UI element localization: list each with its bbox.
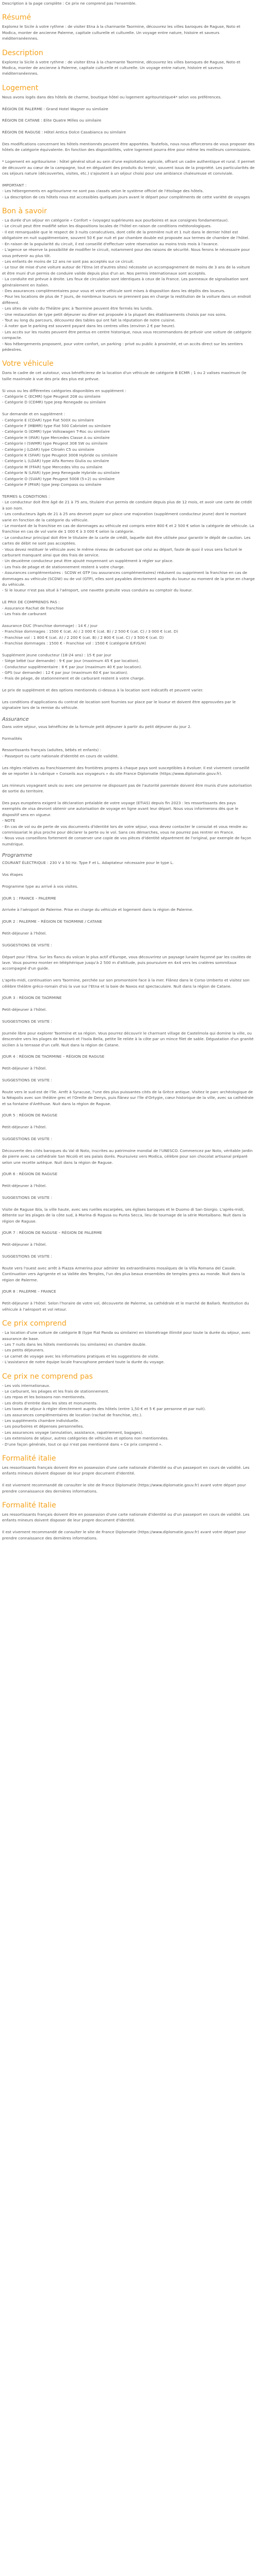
section-body (2, 1512, 255, 1541)
section-body (2, 724, 255, 847)
paragraph: - NOTE (2, 818, 15, 823)
paragraph: Petit-déjeuner à l'hôtel. (2, 931, 47, 936)
paragraph: RÉGION DE RAGUSE : Hôtel Antica Dolce Casabianca ou similaire (2, 130, 126, 135)
section-prix-ne-comprend (2, 1372, 255, 1447)
paragraph: - Les suppléments chambre individuelle. (2, 1418, 79, 1423)
paragraph: * Logement en agritourisme : hôtel général situé au sein d'une exploitation agricole, offrant un cadre authentique et rural. Il permet de découvrir au cœur de la campagne, tout en dégustant des produits du terroir, souvent issus de la propriété. Les particularités de ces séjours nature (découvertes, visites, etc.) s'ajoutent à un séjour choisi pour une ambiance chaleureuse et conviviale. (2, 159, 255, 176)
paragraph: SUGGESTIONS DE VISITE : (2, 1195, 52, 1200)
paragraph: JOUR 8 : PALERME – FRANCE (2, 1289, 56, 1294)
paragraph: JOUR 7 : RÉGION DE RAGUSE – RÉGION DE PALERME (2, 1230, 102, 1235)
paragraph: - Il est remarquable que le respect de 3 nuits consécutives, dont celle de la première nuit et 1 nuit dans le dernier hôtel est obligatoire en nuit supplémentaire, souvent 50 € par nuit et par chambre double est proposée aux termes de chambre de l'hôtel. (2, 229, 250, 241)
paragraph: IMPORTANT : (2, 182, 27, 188)
section-title-description: Description (2, 48, 43, 57)
paragraph: TERMES & CONDITIONS : (2, 494, 50, 499)
paragraph: - Les vols internationaux. (2, 1383, 51, 1388)
paragraph: - Siège bébé (sur demande) : 9 € par jour (maximum 45 € par location). (2, 658, 140, 664)
paragraph: Les conditions d'applications du contrat de location sont fournies sur place par le loueur et doivent être approuvées par le signataire lors de la remise du véhicule. (2, 700, 236, 710)
paragraph: - Le montant de la franchise en cas de dommages au véhicule est compris entre 800 € et 2 500 € selon la catégorie de véhicule. La franchise en cas de vol varie de 1 000 € à 3 000 € selon la catégorie. (2, 523, 254, 534)
paragraph: Découverte des cités baroques du Val di Noto, inscrites au patrimoine mondial de l'UNESCO. Commencez par Noto, véritable jardin de pierre avec sa cathédrale San Nicolò et ses palais dorés. Poursuivez vers Modica, célèbre pour son chocolat artisanal préparé selon une recette aztèque. Nuit dans la région de Raguse. (2, 1148, 253, 1165)
paragraph: Route vers l'ouest avec arrêt à Piazza Armerina pour admirer les extraordinaires mosaïques de la Villa Romana del Casale. Continuation vers Agrigente et sa Vallée des Temples, l'un des plus beaux ensembles de temples grecs au monde. Nuit dans la région de Palerme. (2, 1265, 245, 1282)
section-programme (2, 852, 255, 1312)
section-prix-comprend (2, 1319, 255, 1365)
section-vehicule (2, 360, 255, 710)
paragraph: Petit-déjeuner à l'hôtel. (2, 1007, 47, 1012)
paragraph: RÉGION DE PALERME : Grand Hotel Wagner ou similaire (2, 106, 108, 111)
paragraph: Journée libre pour explorer Taormine et sa région. Vous pourrez découvrir le charmant village de Castelmola qui domine la ville, ou descendre vers les plages de Mazzarò et l'Isola Bella, petite île reliée à la côte par un mince filet de sable. Dégustation d'un granité sicilien à la terrasse d'un café. Nuit dans la région de Catane. (2, 1030, 254, 1047)
paragraph: - Catégorie C (ECMR) type Peugeot 208 ou similaire (2, 394, 101, 399)
paragraph: JOUR 5 : RÉGION DE RAGUSE (2, 1113, 58, 1118)
paragraph: - Une restauration de type petit déjeuner ou dîner est proposée à la plupart des établissements choisis par nos soins. (2, 312, 227, 317)
paragraph: COURANT ÉLECTRIQUE : 230 V à 50 Hz. Type F et L. Adaptateur nécessaire pour le type L. (2, 860, 174, 866)
paragraph: - Les hébergements en agritourisme ne sont pas classés selon le système officiel de l'étoilage des hôtels. (2, 189, 204, 194)
paragraph: - En raison de la popularité du circuit, il est conseillé d'effectuer votre réservation au moins trois mois à l'avance. (2, 241, 219, 246)
paragraph: - Les enfants de moins de 12 ans ne sont pas acceptés sur ce circuit. (2, 259, 134, 264)
paragraph: Nous avons logés dans des hôtels de charme, boutique hôtel ou logement agritouristique4* selon vos préférences. (2, 94, 222, 99)
paragraph: - GPS (sur demande) : 12 € par jour (maximum 60 € par location). (2, 670, 128, 675)
paragraph: - L'assistance de notre équipe locale francophone pendant toute la durée du voyage. (2, 1360, 165, 1365)
section-formalites (2, 1454, 255, 1494)
paragraph: Visite de Raguse Ibla, la ville haute, avec ses ruelles escarpées, ses églises baroques et le Duomo di San Giorgio. L'après-midi, détente sur les plages de la côte sud, à Marina di Ragusa ou Punta Secca, lieu de tournage de la série Montalbano. Nuit dans la région de Raguse. (2, 1207, 246, 1224)
paragraph: - Les sites de visite du Théâtre grec à Taormine peuvent être fermés les lundis. (2, 306, 153, 311)
paragraph: JOUR 6 : RÉGION DE RAGUSE (2, 1172, 58, 1177)
paragraph: - Catégorie F (MBMR) type Fiat 500 Cabriolet ou similaire (2, 423, 111, 429)
paragraph: SUGGESTIONS DE VISITE : (2, 1137, 52, 1142)
paragraph: - D'une façon générale, tout ce qui n'est pas mentionné dans « Ce prix comprend ». (2, 1442, 163, 1447)
paragraph: Des pays européens exigent la déclaration préalable de votre voyage (ETIAS) depuis fin 2023 : les ressortissants des pays exemptés de visa devront obtenir une autorisation de voyage en ligne avant leur départ. Nous vous informerons dès que le dispositif sera en vigueur. (2, 801, 238, 817)
paragraph: Le prix de supplément et des options mentionnés ci-dessus à la location sont indicatifs et peuvent varier. (2, 688, 204, 693)
paragraph: - Franchise dommages : 1500 € - Franchise vol : 1500 € (catégorie E/F/G/H) (2, 641, 146, 646)
paragraph: Explorez la Sicile à votre rythme : de visiter Etna à la charmante Taormine, découvrez les villes baroques de Raguse, Noto et Modica, monter de ancienne à Palerme, capitale culturelle et culturelle. Un voyage entre nature, histoire et saveurs méditerranéennes. (2, 59, 240, 76)
paragraph: - Les pourboires et dépenses personnelles. (2, 1424, 84, 1429)
paragraph: Les règles relatives au franchissement des frontières propres à chaque pays sont susceptibles à évoluer. Il est vivement conseillé de se reporter à la rubrique « Conseils aux voyageurs » du site France Diplomatie (https://www.diplomatie.gouv.fr). (2, 765, 250, 776)
paragraph: - La conduite est prévue à droite. Les feux de circulation sont identiques à ceux de la France. Les panneaux de signalisation sont généralement en italien. (2, 277, 249, 287)
section-body (2, 370, 255, 710)
section-body (2, 860, 255, 1312)
paragraph: - À noter que le parking est souvent payant dans les centres villes (environ 2 € par heure). (2, 324, 175, 329)
paragraph: Les ressortissants français doivent être en possession d'une carte nationale d'identité ou d'un passeport en cours de validité. Les enfants mineurs doivent disposer de leur propre document d'identité. (2, 1512, 250, 1523)
section-body (2, 24, 255, 41)
paragraph: - Les droits d'entrée dans les sites et monuments. (2, 1400, 98, 1405)
paragraph: LE PRIX DE COMPRENDS PAS : (2, 600, 60, 605)
section-resume (2, 13, 255, 41)
paragraph: - Assurances complémentaires : SCDW et GTP (ou assurances complémentaires) réduisent ou suppriment la franchise en cas de dommages au véhicule (SCDW) ou de vol (GTP), elles sont payables directement auprès du loueur au moment de la prise en charge du véhicule. (2, 570, 255, 587)
paragraph: - Catégorie E (CDAR) type Fiat 500X ou similaire (2, 417, 94, 422)
paragraph: Assurance DUC (Franchise dommage) : 14 € / jour (2, 623, 98, 628)
paragraph: Petit-déjeuner à l'hôtel. (2, 1125, 47, 1130)
paragraph: - Les 7 nuits dans les hôtels mentionnés (ou similaires) en chambre double. (2, 1342, 147, 1347)
section-title-vehicule: Votre véhicule (2, 360, 54, 368)
section-title-resume: Résumé (2, 13, 31, 22)
paragraph: Petit-déjeuner à l'hôtel. (2, 1242, 47, 1247)
paragraph: - Les extensions de séjour, autres catégories de véhicules et options non mentionnées. (2, 1436, 169, 1441)
paragraph: JOUR 3 : RÉGION DE TAORMINE (2, 995, 62, 1001)
paragraph: Explorez le Sicile à votre rythme : de visiter Etna à la charmante Taormine, découvrez les villes baroques de Raguse, Noto et Modica, monter de ancienne Palerme, capitale culturelle et culturelle. Un voyage entre nature, histoire et saveurs méditerranéennes. (2, 24, 240, 41)
paragraph: Programme type au arrivé à vos visites. (2, 884, 78, 889)
paragraph: - Conducteur supplémentaire : 8 € par jour (maximum 40 € par location). (2, 664, 142, 669)
paragraph: - Les repas et les boissons non mentionnés. (2, 1395, 86, 1400)
section-body (2, 59, 255, 77)
section-body (2, 217, 255, 352)
paragraph: - Passeport ou carte nationale d'identité en cours de validité. (2, 753, 119, 758)
paragraph: Petit-déjeuner à l'hôtel. (2, 1066, 47, 1071)
paragraph: - En cas de vol ou de perte de vos documents d'identité lors de votre séjour, vous devez contacter le consulat et vous rendre au commissariat le plus proche pour déclarer la perte ou le vol. Sans ces démarches, vous ne pourrez pas rentrer en France. (2, 824, 248, 835)
section-body (2, 1383, 255, 1447)
paragraph: Sur demande et en supplément : (2, 412, 66, 417)
paragraph: SUGGESTIONS DE VISITE : (2, 1078, 52, 1083)
paragraph: - Un deuxième conducteur peut être ajouté moyennant un supplément à régler sur place. (2, 558, 174, 564)
paragraph: Route vers le sud-est de l'île. Arrêt à Syracuse, l'une des plus puissantes cités de la Grèce antique. Visitez le parc archéologique de la Néapolis avec son théâtre grec et l'Oreille de Denys, puis flânez sur l'île d'Ortygie, cœur historique de la ville, avec sa cathédrale et sa fontaine d'Aréthuse. Nuit dans la région de Raguse. (2, 1089, 254, 1106)
paragraph: Des modifications concernant les hôtels mentionnés peuvent être apportées. Toutefois, nous nous efforcerons de vous proposer des hôtels de catégorie équivalente. En fonction des disponibilités, votre logement pourra être pour même les meilleurs commissions. (2, 142, 255, 152)
paragraph: Arrivée à l'aéroport de Palerme. Prise en charge du véhicule et logement dans la région de Palerme. (2, 907, 194, 912)
subsection-title-assurance: Assurance (2, 716, 29, 722)
paragraph: Les ressortissants français doivent être en possession d'une carte nationale d'identité ou d'un passeport en cours de validité. Les enfants mineurs doivent disposer de leur propre document d'identité. (2, 1465, 250, 1476)
paragraph: - Catégorie P (PFAR) type Jeep Compass ou similaire (2, 482, 102, 487)
paragraph: - Les frais de carburant (2, 612, 46, 616)
paragraph: Les mineurs voyageant seuls ou avec une personne ne disposant pas de l'autorité parentale doivent être munis d'une autorisation de sortie du territoire. (2, 783, 252, 794)
paragraph: - Catégorie L (LDAR) type Alfa Romeo Giulia ou similaire (2, 459, 109, 464)
paragraph: - Vous devez restituer le véhicule avec le même niveau de carburant que celui au départ, faute de quoi il vous sera facturé le carburant manquant ainsi que des frais de service. (2, 547, 243, 557)
section-logement (2, 84, 255, 200)
paragraph: - Catégorie K (SFAR) type Peugeot 3008 Hybride ou similaire (2, 453, 118, 458)
paragraph: - Tout au long du parcours, découvrez des tables qui ont fait la réputation de notre cuisine. (2, 317, 176, 323)
section-title-logement: Logement (2, 83, 39, 92)
paragraph: Il est vivement recommandé de consulter le site de France Diplomatie (https://www.diplomatie.gouv.fr) avant votre départ pour prendre connaissance des dernières informations. (2, 1483, 246, 1494)
paragraph: SUGGESTIONS DE VISITE : (2, 1019, 52, 1024)
paragraph: - Catégorie H (IFAR) type Mercedes Classe A ou similaire (2, 435, 110, 440)
paragraph: Petit-déjeuner à l'hôtel. (2, 1183, 47, 1189)
paragraph: - Catégorie I (SWMR) type Peugeot 308 SW ou similaire (2, 441, 108, 446)
section-title-formalites: Formalité italie (2, 1454, 56, 1463)
paragraph: - Les petits déjeuners. (2, 1348, 45, 1353)
paragraph: Départ pour l'Etna. Sur les flancs du volcan le plus actif d'Europe, vous découvrirez un paysage lunaire façonné par les coulées de lave. Vous pourrez monter en téléphérique jusqu'à 2 500 m d'altitude, puis poursuivre en 4x4 vers les cratères sommitaux accompagné d'un guide. (2, 954, 251, 971)
paragraph: Petit-déjeuner à l'hôtel. Selon l'horaire de votre vol, découverte de Palerme, sa cathédrale et le marché de Ballarò. Restitution du véhicule à l'aéroport et vol retour. (2, 1301, 249, 1312)
section-title-formalites-2: Formalité Italie (2, 1501, 56, 1510)
paragraph: - Catégorie O (SVAR) type Peugeot 5008 (5+2) ou similaire (2, 476, 115, 481)
paragraph: - Le tour de mise d'une voiture autour de l'Etna (et d'autres sites) nécessite un accompagnement de moins de 3 ans de la voiture et être muni d'un permis de conduire valide depuis plus d'un an. Nos permis internationaux sont acceptés. (2, 265, 250, 276)
paragraph: - Nous vous conseillons fortement de conserver une copie de vos pièces d'identité séparément de l'original, par exemple de façon numérique. (2, 836, 251, 846)
paragraph: JOUR 2 : PALERME – RÉGION DE TAORMINE / CATANE (2, 919, 102, 924)
paragraph: - Catégorie D (CDMR) type Jeep Renegade ou similaire (2, 400, 106, 405)
paragraph: - L'agence se réserve la possibilité de modifier le circuit, notamment pour des raisons de sécurité. Nous ferons le nécessaire pour vous prévenir au plus tôt. (2, 247, 250, 258)
paragraph: - Le carburant, les péages et les frais de stationnement. (2, 1388, 109, 1394)
paragraph: - Le circuit peut être modifié selon les dispositions locales de l'hôtel en raison de conditions météorologiques. (2, 224, 212, 229)
paragraph: - Les accès sur les routes peuvent être pentus en centre historique, nous vous recommandons de prévoir une voiture de catégorie compacte. (2, 329, 252, 341)
paragraph: SUGGESTIONS DE VISITE : (2, 1254, 52, 1259)
paragraph: - Les taxes de séjour à régler directement auprès des hôtels (entre 1,50 € et 5 € par personne et par nuit). (2, 1406, 206, 1412)
paragraph: - Franchise dommages : 1500 € (cat. A) / 2 000 € (cat. B) / 2 500 € (cat. C) / 3 000 € (cat. D) (2, 629, 179, 634)
section-bon-a-savoir (2, 207, 255, 352)
paragraph: SUGGESTIONS DE VISITE : (2, 942, 52, 947)
section-title-bon-a-savoir: Bon à savoir (2, 207, 47, 216)
paragraph: Formalités (2, 736, 22, 741)
paragraph: - La durée d'un séjour en catégorie « Confort » (voyagez supérieures aux pourboires et aux consignes fondamentaux). (2, 218, 229, 223)
section-description (2, 49, 255, 77)
section-formalites-2 (2, 1501, 255, 1541)
paragraph: - Catégorie J (LDAR) type Citroën C5 ou similaire (2, 447, 94, 452)
paragraph: - Franchise vol : 1 800 € (cat. A) / 2 200 € (cat. B) / 2 800 € (cat. C) / 3 500 € (cat. D) (2, 635, 164, 640)
content (0, 1, 258, 1541)
intro-text: Description à la page complète : Ce prix ne comprend pas l'ensemble. (2, 1, 137, 6)
paragraph: - La location d'une voiture de catégorie B (type Fiat Panda ou similaire) en kilométrage illimité pour toute la durée du séjour, avec assurance de base. (2, 1330, 251, 1341)
paragraph: Si vous ou les différentes catégories disponibles en supplément : (2, 388, 126, 393)
paragraph: - Des assurances complémentaires pour vous et votre véhicule sont mises à disposition dans les dépôts des loueurs. (2, 288, 225, 293)
paragraph: - Catégorie G (IDMR) type Volkswagen T-Roc ou similaire (2, 429, 110, 434)
paragraph: - Les assurances voyage (annulation, assistance, rapatriement, bagages). (2, 1430, 143, 1435)
paragraph: - Assurance Rachat de franchise (2, 605, 64, 611)
paragraph: JOUR 4 : RÉGION DE TAORMINE – RÉGION DE RAGUSE (2, 1054, 105, 1059)
section-body (2, 1330, 255, 1365)
paragraph: - Nos hébergements proposent, pour votre confort, un parking : privé ou public à proximité, et un accès direct sur les sentiers pédestres. (2, 341, 243, 352)
paragraph: - Si le loueur n'est pas situé à l'aéroport, une navette gratuite vous conduira au comptoir du loueur. (2, 588, 193, 593)
paragraph: - Frais de péage, de stationnement et de carburant restent à votre charge. (2, 676, 145, 681)
paragraph: JOUR 1 : FRANCE – PALERME (2, 895, 56, 901)
paragraph: - Catégorie M (FFAR) type Mercedes Vito ou similaire (2, 464, 103, 469)
paragraph: L'après-midi, continuation vers Taormine, perchée sur son promontoire face à la mer. Flânez dans le Corso Umberto et visitez son célèbre théâtre gréco-romain d'où la vue sur l'Etna et la baie de Naxos est spectaculaire. Nuit dans la région de Catane. (2, 978, 250, 989)
paragraph: Dans le cadre de cet autotour, vous bénéficierez de la location d'un véhicule de catégorie B ECMR ; 1 ou 2 valises maximum (le taille maximale à vue des prix des plus est prévue. (2, 370, 247, 381)
section-assurance (2, 716, 255, 847)
section-body (2, 1465, 255, 1494)
subsection-title-programme: Programme (2, 853, 33, 859)
paragraph: Ressortissants français (adultes, bébés et enfants) : (2, 748, 102, 753)
paragraph: - Le conducteur doit être âgé de 21 à 75 ans, titulaire d'un permis de conduire depuis plus de 12 mois, et avoir une carte de crédit à son nom. (2, 500, 252, 511)
paragraph: - Les assurances complémentaires de location (rachat de franchise, etc.). (2, 1412, 142, 1417)
paragraph: - Pour les locations de plus de 7 jours, de nombreux loueurs ne prennent pas en charge la restitution de la voiture dans un endroit différent. (2, 294, 251, 305)
paragraph: - Le conducteur principal doit être le titulaire de la carte de crédit, laquelle doit être utilisée pour garantir le dépôt de caution. Les cartes de débit ne sont pas acceptées. (2, 535, 251, 546)
paragraph: Il est vivement recommandé de consulter le site de France Diplomatie (https://www.diplomatie.gouv.fr) avant votre départ pour prendre connaissance des dernières informations. (2, 1530, 246, 1540)
paragraph: - La description de ces hôtels nous est accessibles quelques jours avant le départ pour compléments de cette variété de voyages (2, 194, 250, 199)
paragraph: Vos étapes (2, 872, 23, 877)
section-title-prix-ne-comprend: Ce prix ne comprend pas (2, 1372, 93, 1381)
section-body (2, 94, 255, 200)
paragraph: Supplément jeune conducteur (18-24 ans) : 15 € par jour (2, 652, 111, 657)
section-title-prix-comprend: Ce prix comprend (2, 1319, 67, 1328)
paragraph: RÉGION DE CATANE : Elite Quatre Milles ou similaire (2, 118, 102, 123)
paragraph: - Les conducteurs âgés de 21 à 25 ans devront payer sur place une majoration (supplément conducteur jeune) dont le montant varie en fonction de la catégorie du véhicule. (2, 512, 247, 522)
paragraph: Dans votre séjour, vous bénéficiez de la formule petit déjeuner à partir du petit déjeuner du jour 2. (2, 724, 192, 729)
paragraph: - Le carnet de voyage avec les informations pratiques et les suggestions de visite. (2, 1353, 159, 1359)
paragraph: - Catégorie N (LFAR) type Jeep Renegade Hybride ou similaire (2, 470, 120, 476)
paragraph: - Les frais de péage et de stationnement restent à votre charge. (2, 564, 125, 569)
